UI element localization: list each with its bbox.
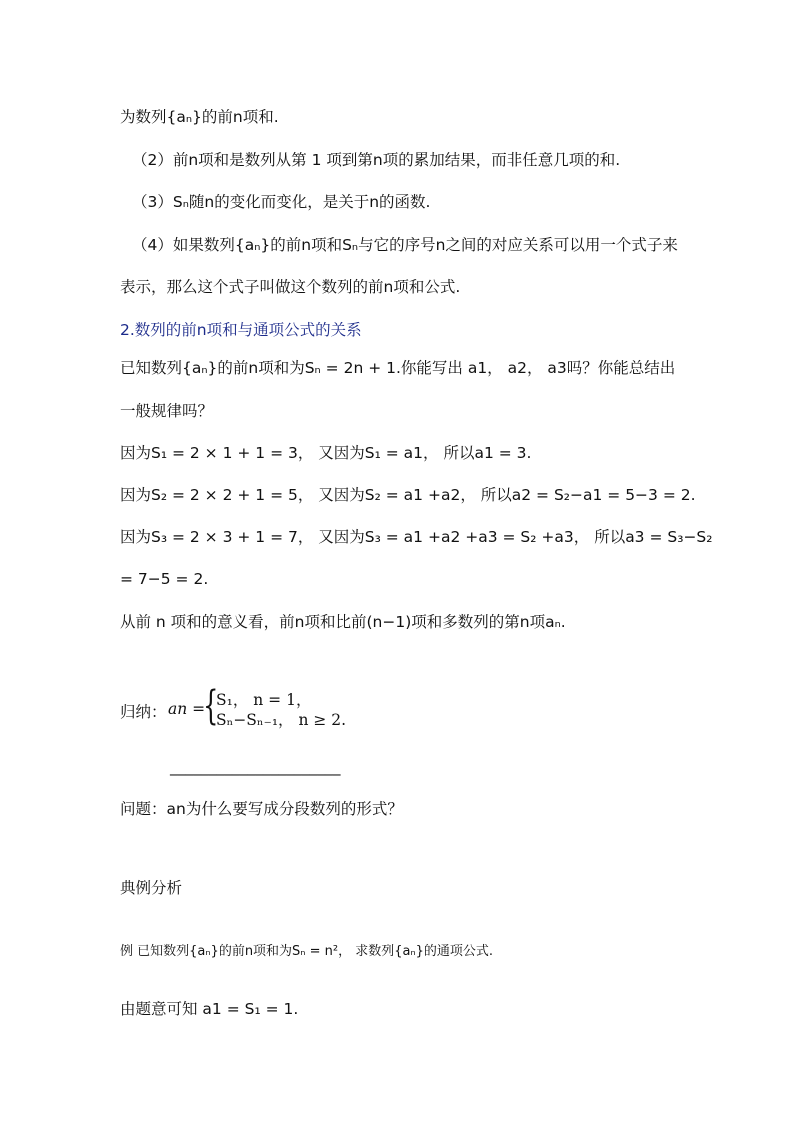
step-s2: 因为S₂ = 2 × 2 + 1 = 5， 又因为S₂ = a1 +a2， 所以a2 = S₂−a1 = 5−3 = 2. — [120, 486, 696, 504]
case-1: S₁， n = 1， — [216, 691, 312, 709]
answer-blank: ______________________ — [170, 758, 341, 776]
section-heading-2: 2.数列的前n项和与通项公式的关系 — [120, 321, 362, 339]
step-s3-line1: 因为S₃ = 2 × 3 + 1 = 7， 又因为S₃ = a1 +a2 +a3 = S₂ +a3， 所以a3 = S₃−S₂ — [120, 528, 713, 546]
step-s1: 因为S₁ = 2 × 1 + 1 = 3， 又因为S₁ = a1， 所以a1 = 3. — [120, 444, 532, 462]
solution-line: 由题意可知 a1 = S₁ = 1. — [120, 1000, 299, 1018]
paragraph-point-2: （2）前n项和是数列从第 1 项到第n项的累加结果，而非任意几项的和. — [132, 151, 621, 169]
paragraph-point-3: （3）Sₙ随n的变化而变化，是关于n的函数. — [132, 193, 431, 211]
paragraph-def-continued: 为数列{aₙ}的前n项和. — [120, 108, 279, 126]
summary-label: 归纳： — [120, 703, 167, 721]
observation: 从前 n 项和的意义看，前n项和比前(n−1)项和多数列的第n项aₙ. — [120, 613, 566, 631]
section-heading-examples: 典例分析 — [120, 879, 183, 897]
question-line1: 已知数列{aₙ}的前n项和为Sₙ = 2n + 1.你能写出 a1， a2， a3吗？你能总结出 — [120, 359, 676, 377]
question-line2: 一般规律吗？ — [120, 402, 214, 420]
step-s3-line2: = 7−5 = 2. — [120, 570, 209, 588]
brace-glyph: { — [203, 683, 219, 729]
example-statement: 例 已知数列{aₙ}的前n项和为Sₙ = n²， 求数列{aₙ}的通项公式. — [120, 944, 494, 959]
paragraph-point-4-line2: 表示，那么这个式子叫做这个数列的前n项和公式. — [120, 278, 461, 296]
question-piecewise: 问题：an为什么要写成分段数列的形式？ — [120, 800, 403, 818]
case-2: Sₙ−Sₙ₋₁， n ≥ 2. — [216, 711, 347, 729]
summary-lhs: an = — [168, 700, 206, 718]
paragraph-point-4-line1: （4）如果数列{aₙ}的前n项和Sₙ与它的序号n之间的对应关系可以用一个式子来 — [132, 236, 678, 254]
